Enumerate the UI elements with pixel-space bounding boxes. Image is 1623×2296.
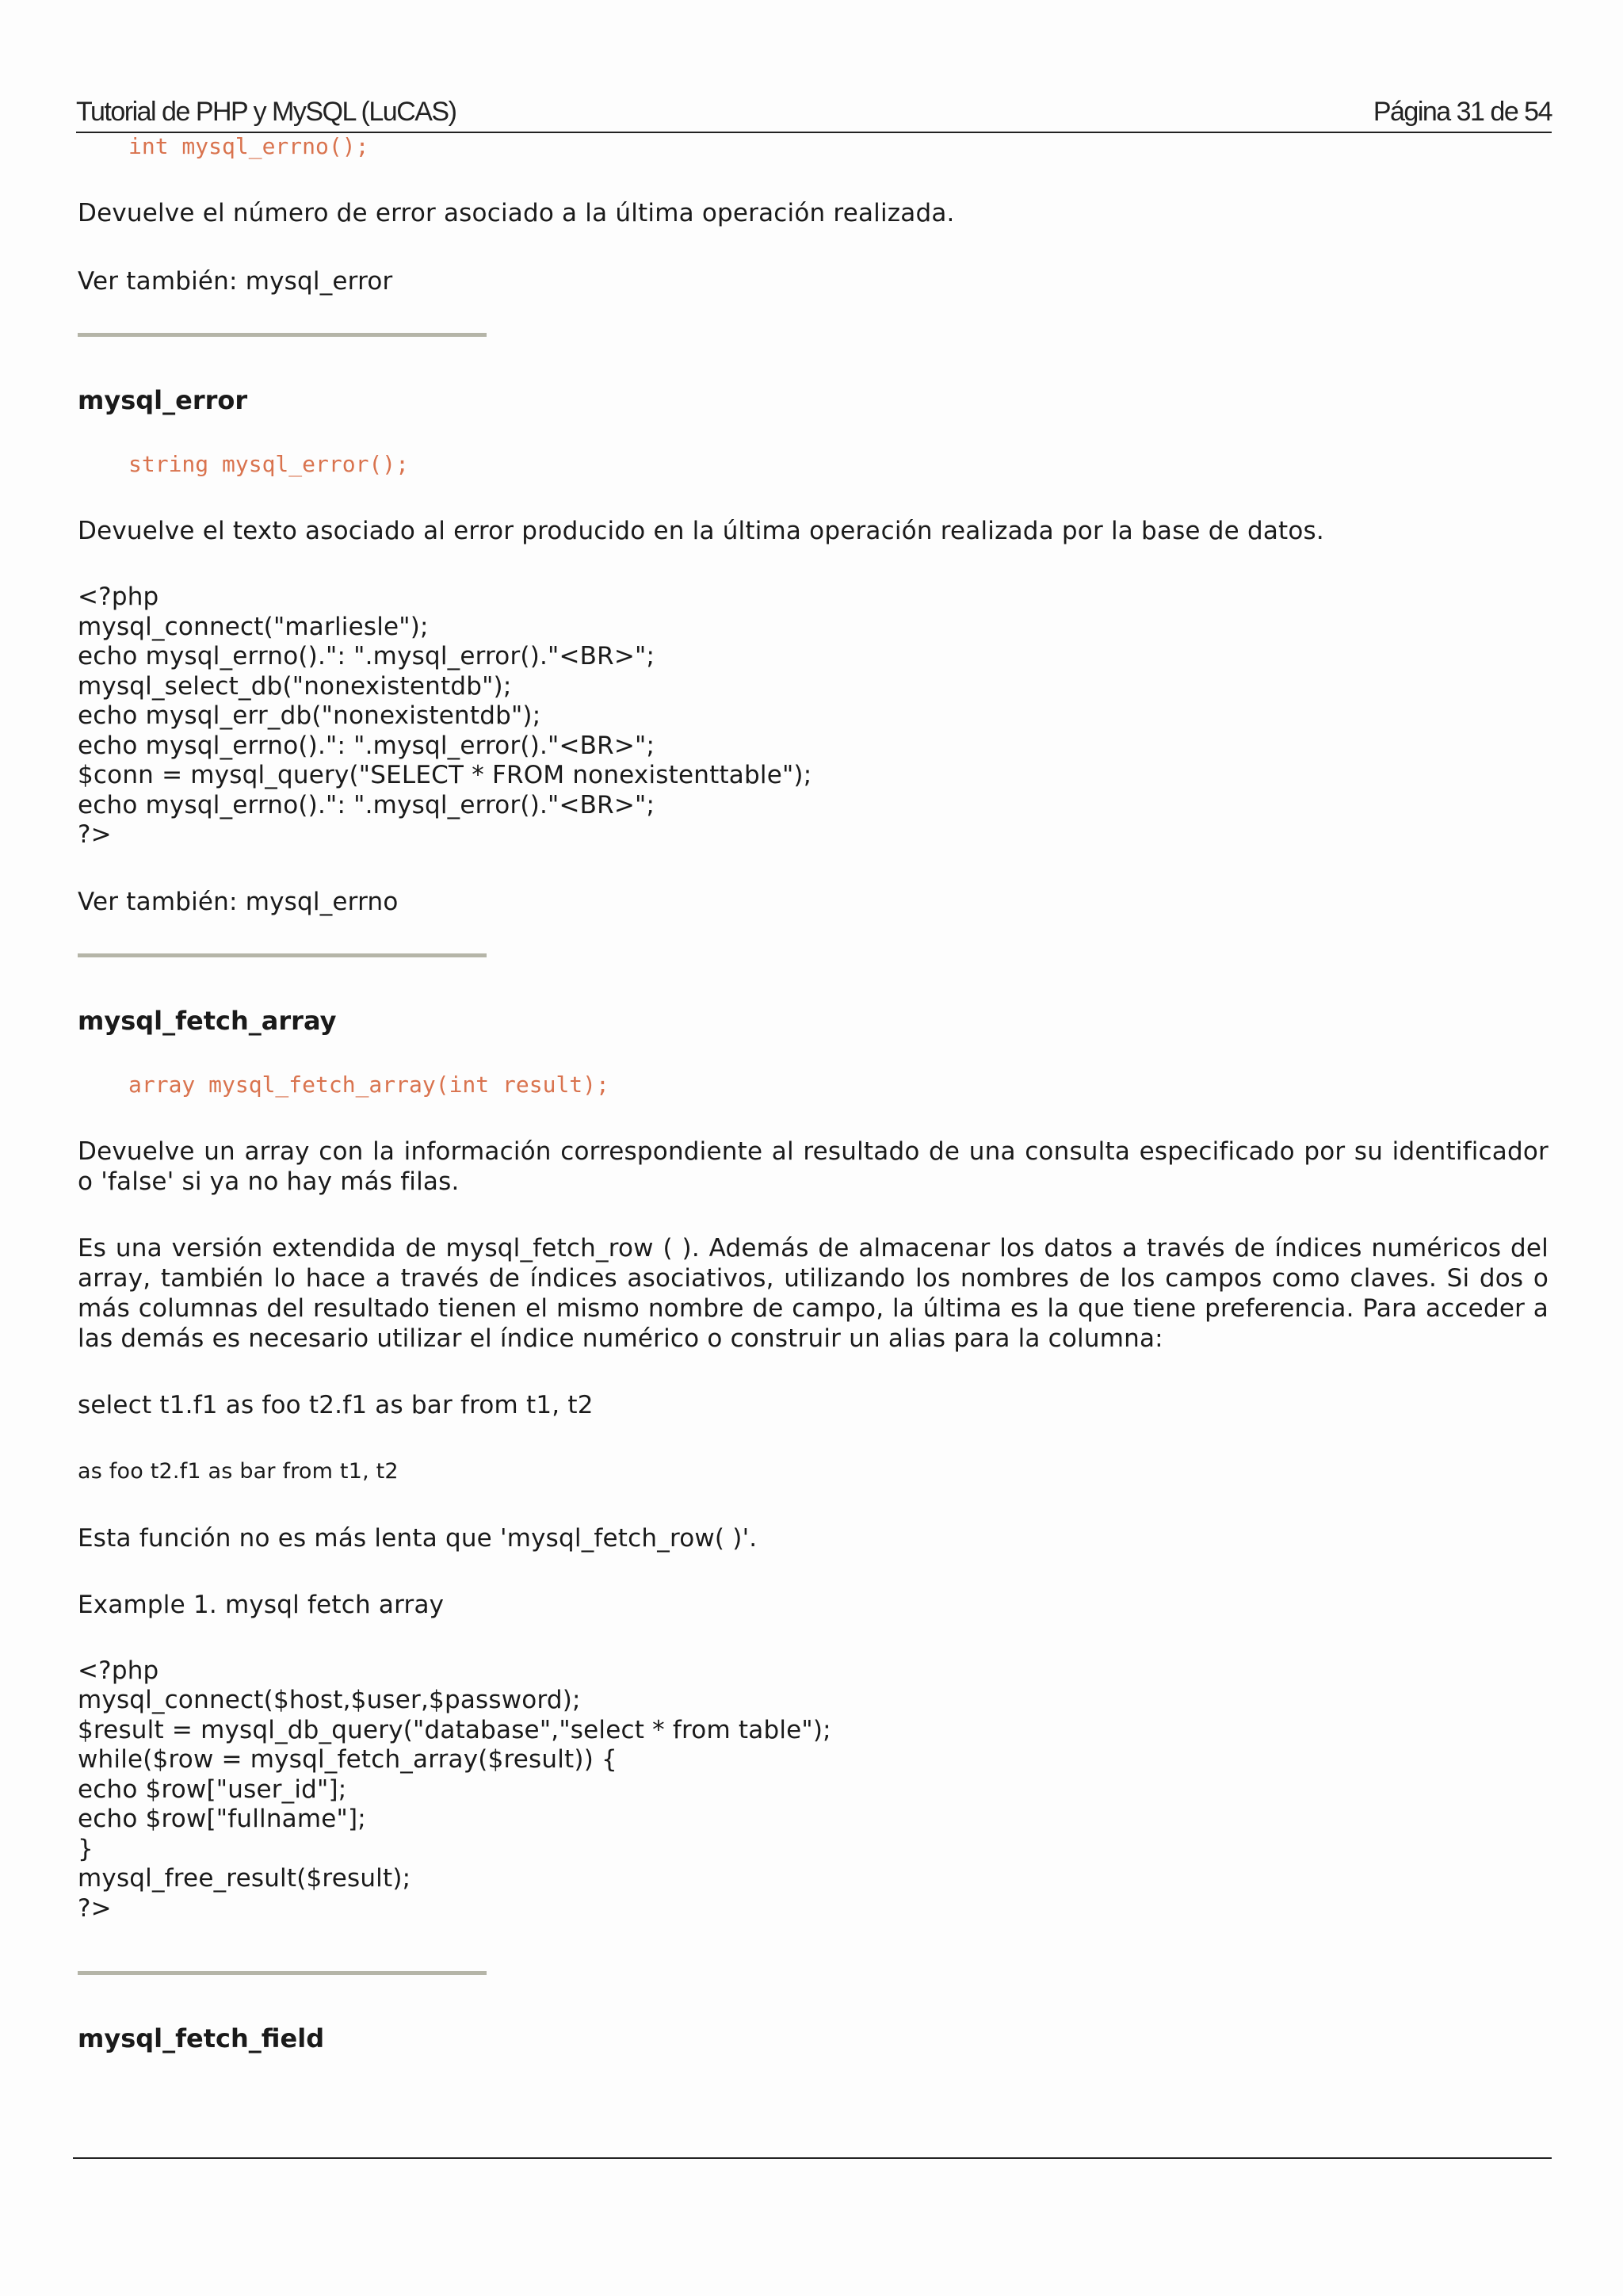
- speed-note: Esta función no es más lenta que 'mysql_fetch_row( )'.: [78, 1523, 758, 1553]
- fetch-array-description: Devuelve un array con la información correspondiente al resultado de una consulta especificado por su identificador o 'false' si ya no hay más filas.: [78, 1137, 1549, 1196]
- fetch-array-code-example: <?php mysql_connect($host,$user,$password); $result = mysql_db_query("database","select * from table"); while($row = mysql_fetch_array($result)) { echo $row["user_id"]; echo $row["fullname"]; } mysql_free_result($result); ?>: [78, 1656, 831, 1923]
- section-divider: [78, 1971, 487, 1975]
- query-example: select t1.f1 as foo t2.f1 as bar from t1, t2: [78, 1390, 594, 1419]
- errno-signature: int mysql_errno();: [128, 133, 369, 159]
- example-title: Example 1. mysql fetch array: [78, 1590, 445, 1619]
- page-number: Página 31 de 54: [1373, 97, 1552, 127]
- error-see-also: Ver también: mysql_errno: [78, 887, 399, 916]
- error-heading: mysql_error: [78, 385, 248, 415]
- errno-description: Devuelve el número de error asociado a la última operación realizada.: [78, 199, 955, 227]
- fetch-field-heading: mysql_fetch_field: [78, 2023, 325, 2053]
- fetch-array-heading: mysql_fetch_array: [78, 1005, 337, 1036]
- error-code-example: <?php mysql_connect("marliesle"); echo mysql_errno().": ".mysql_error()."<BR>"; mysql_select_db("nonexistentdb"); echo mysql_err_db("nonexistentdb"); echo mysql_errno().": ".mysql_error()."<BR>"; $conn = mysql_query("SELECT * FROM nonexistenttable"); echo mysql_errno().": ".mysql_error()."<BR>"; ?>: [78, 583, 812, 849]
- error-description: Devuelve el texto asociado al error producido en la última operación realizada por la base de datos.: [78, 517, 1324, 545]
- footer-rule: [73, 2157, 1552, 2159]
- document-title: Tutorial de PHP y MySQL (LuCAS): [76, 97, 456, 127]
- section-divider: [78, 333, 487, 337]
- page-content: [78, 132, 1549, 2054]
- page-header: [76, 94, 1552, 133]
- section-divider: [78, 953, 487, 957]
- fetch-array-signature: array mysql_fetch_array(int result);: [128, 1071, 609, 1098]
- error-signature: string mysql_error();: [128, 451, 410, 477]
- errno-see-also: Ver también: mysql_error: [78, 267, 393, 296]
- query-fragment: as foo t2.f1 as bar from t1, t2: [78, 1458, 399, 1484]
- fetch-array-details: Es una versión extendida de mysql_fetch_row ( ). Además de almacenar los datos a través de índices numéricos del array, también lo hace a través de índices asociativos, utilizando los nombres de los campos como claves. Si dos o más columnas del resultado tienen el mismo nombre de campo, la última es la que tiene preferencia. Para acceder a las demás es necesario utilizar el índice numérico o construir un alias para la columna:: [78, 1233, 1549, 1353]
